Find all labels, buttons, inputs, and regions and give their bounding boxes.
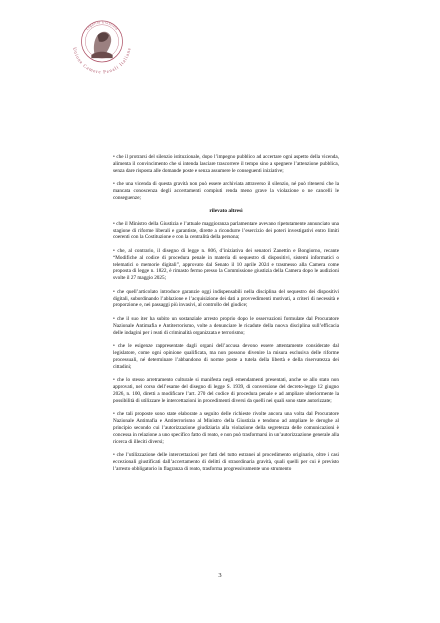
paragraph: • che il suo iter ha subito un sostanziale arresto proprio dopo le osservazioni formulate dal Procuratore Nazionale Antimafia e Antiterrorismo, volte a denunciare le ricadute della nuova disciplina sull’efficacia delle indagini per i reati di criminalità organizzata e terrorismo; — [113, 315, 339, 336]
paragraph: • che una vicenda di questa gravità non può essere archiviata attraverso il silenzio, né può ritenersi che la mancata conoscenza degli accertamenti compiuti renda meno grave la violazione o ne cancelli le conseguenze; — [113, 181, 339, 201]
paragraph: • che il protrarsi del silenzio istituzionale, dopo l’impegno pubblico ad accertare ogni aspetto della vicenda, alimenta il convincimento che si intenda lasciare trascorrere il tempo sino a spegnere l’attenzione pubblica, senza dare risposta alle domande poste e senza assumere le conseguenti iniziative; — [113, 154, 339, 174]
document-body — [113, 154, 339, 479]
logo-inner-text: Legalità Giustizia — [85, 20, 119, 32]
page-number: 3 — [218, 572, 222, 579]
paragraph: • che, al contrario, il disegno di legge n. 806, d’iniziativa dei senatori Zanettin e Bongiorno, recante “Modifiche al codice di procedura penale in materia di sequestro di dispositivi, sistemi informatici o telematici o memorie digitali”, approvato dal Senato il 10 aprile 2024 e trasmesso alla Camera come proposta di legge n. 1822, è rimasto fermo presso la Commissione giustizia della Camera dopo le audizioni svolte il 27 maggio 2025; — [113, 247, 339, 282]
paragraph: • che l’utilizzazione delle intercettazioni per fatti del tutto estranei al procedimento originario, oltre i casi eccezionali giustificati dall’accertamento di delitti di straordinaria gravità, quali quelli per cui è previsto l’arresto obbligatorio in flagranza di reato, trasforma progressivamente uno strumento — [113, 451, 339, 472]
paragraph: • che quell’articolato introduce garanzie oggi indispensabili nella disciplina del sequestro dei dispositivi digitali, subordinando l’ablazione e l’acquisizione dei dati a provvedimenti motivati, a criteri di necessità e proporzione e, nei passaggi più invasivi, al controllo del giudice; — [113, 288, 339, 309]
logo-arc-text: Unione Camere Penali Italiane — [71, 47, 133, 76]
section-heading: rilevato altresì — [209, 208, 243, 215]
justice-portrait-icon — [91, 32, 112, 58]
paragraph: • che lo stesso arretramento culturale si manifesta negli emendamenti presentati, anche se allo stato non approvati, nel corso dell’esame del disegno di legge S. 1939, di conversione del decreto-legge 12 giugno 2026, n. 100, diretti a modificare l’art. 270 del codice di procedura penale e ad ampliare ulteriormente la possibilità di utilizzare le intercettazioni in procedimenti diversi da quelli nei quali sono state autorizzate; — [113, 376, 339, 404]
paragraph: • che tali proposte sono state elaborate a seguito delle richieste rivolte ancora una volta dal Procuratore Nazionale Antimafia e Antiterrorismo al Ministro della Giustizia e tendono ad ampliare le deroghe al principio secondo cui l’autorizzazione giudiziaria alla violazione della segretezza delle comunicazioni è concessa in relazione a uno specifico fatto di reato, e non può trasformarsi in un’autorizzazione generale alla ricerca di illeciti diversi; — [113, 410, 339, 445]
logo — [64, 8, 140, 84]
paragraph: • che le esigenze rappresentate dagli organi dell’accusa devono essere attentamente considerate dal legislatore, come ogni opinione qualificata, ma non possono divenire la misura esclusiva delle riforme processuali, né determinare l’abbandono di norme poste a tutela della libertà e della riservatezza dei cittadini; — [113, 342, 339, 370]
paragraph: • che il Ministro della Giustizia e l’attuale maggioranza parlamentare avevano ripetutamente annunciato una stagione di riforme liberali e garantiste, dirette a ricondurre l’esercizio dei poteri investigativi entro limiti coerenti con la Costituzione e con la centralità della persona; — [113, 220, 339, 241]
